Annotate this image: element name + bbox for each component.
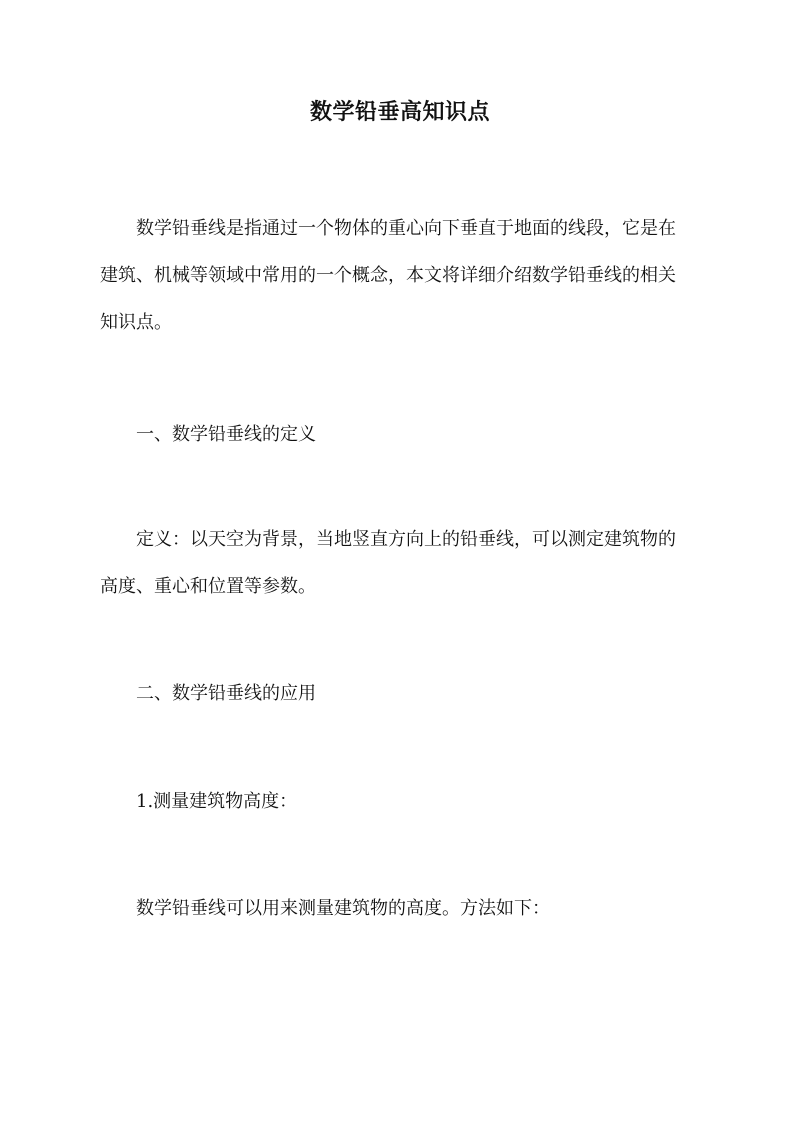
intro-line-2: 建筑、机械等领域中常用的一个概念，本文将详细介绍数学铅垂线的相关 [100, 265, 676, 286]
definition-line-1: 定义：以天空为背景，当地竖直方向上的铅垂线，可以测定建筑物的 [136, 529, 676, 550]
section-1-heading: 一、数学铅垂线的定义 [136, 424, 316, 445]
document-title: 数学铅垂高知识点 [309, 99, 490, 125]
method-intro-paragraph: 数学铅垂线可以用来测量建筑物的高度。方法如下： [136, 898, 550, 919]
definition-line-2: 高度、重心和位置等参数。 [100, 576, 316, 597]
intro-line-1: 数学铅垂线是指通过一个物体的重心向下垂直于地面的线段，它是在 [136, 218, 676, 239]
subsection-1-heading: 1.测量建筑物高度： [136, 791, 298, 812]
intro-line-3: 知识点。 [100, 312, 172, 333]
section-2-heading: 二、数学铅垂线的应用 [136, 683, 316, 704]
